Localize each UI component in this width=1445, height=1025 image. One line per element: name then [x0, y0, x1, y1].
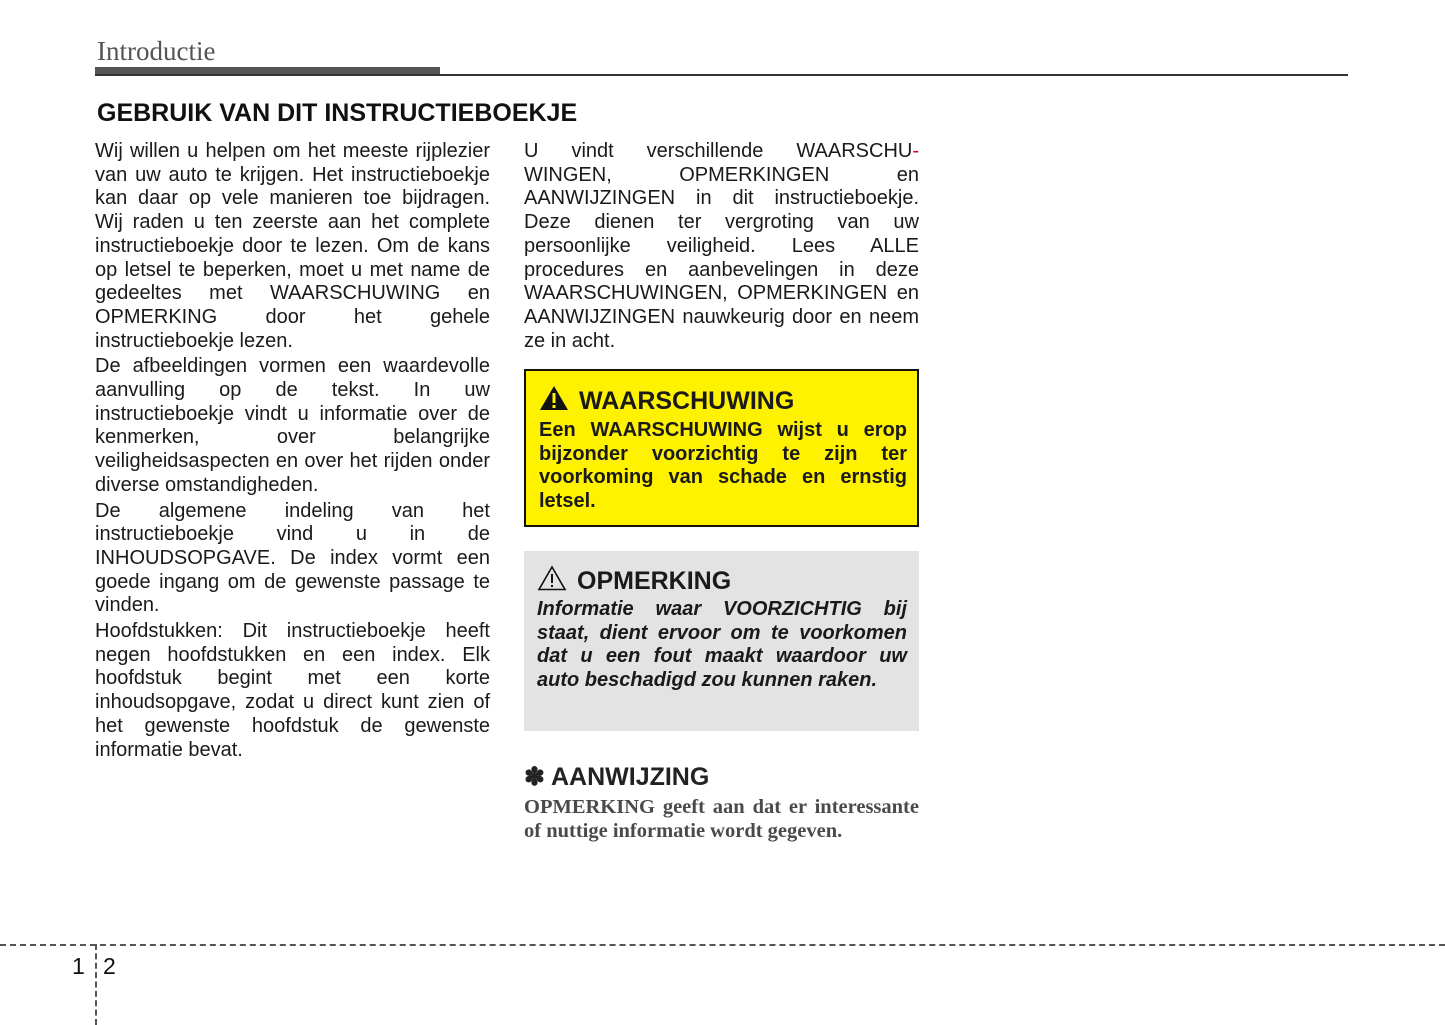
paragraph: Wij willen u helpen om het meeste rijplezier van uw auto te krijgen. Het instructieboekje kan daar op vele manieren toe bijdragen. Wij raden u ten zeerste aan het complete instructieboekje door te lezen. Om de kans op letsel te beperken, moet u met name de gedeeltes met WAARSCHUWING en OPMERKING door het gehele instructieboekje lezen. [95, 140, 490, 352]
hint-body: OPMERKING geeft aan dat er interessante of nuttige informatie wordt gegeven. [524, 796, 919, 842]
intro-text-part2: WINGEN, OPMERKINGEN en AANWIJZINGEN in dit instructieboekje. Deze dienen ter vergroting van uw persoonlijke veiligheid. Lees ALLE procedures en aanbevelingen in deze WAARSCHUWINGEN, OPMERKINGEN en AANWIJZINGEN nauwkeurig door en neem ze in acht. [524, 163, 919, 352]
note-title: OPMERKING [577, 567, 732, 595]
hint-title-row [524, 762, 709, 792]
intro-text-part1: U vindt verschillende WAARSCHU [524, 140, 913, 162]
warning-body: Een WAARSCHUWING wijst u erop bijzonder voorzichtig te zijn ter voorkoming van schade en ernstig letsel. [539, 419, 907, 513]
paragraph: De algemene indeling van het instructieboekje vind u in de INHOUDSOPGAVE. De index vormt een goede ingang om de gewenste passage te vinden. [95, 499, 490, 617]
caution-triangle-icon [537, 565, 567, 598]
paragraph: De afbeeldingen vormen een waardevolle aanvulling op de tekst. In uw instructieboekje vindt u informatie over de kenmerken, over belangrijke veiligheidsaspecten en over het rijden onder diverse omstandigheden. [95, 355, 490, 496]
warning-title: WAARSCHUWING [579, 387, 795, 415]
section-title: GEBRUIK VAN DIT INSTRUCTIEBOEKJE [97, 99, 578, 127]
page-number: 2 [103, 953, 116, 979]
note-box [524, 551, 919, 731]
warning-triangle-icon [539, 385, 569, 418]
note-title-row [537, 565, 731, 598]
warning-title-row [539, 385, 794, 418]
footer-dashed-line [0, 944, 1445, 946]
intro-paragraph [524, 140, 919, 353]
left-column [95, 140, 490, 764]
right-column [524, 140, 919, 355]
header-rule-thin [95, 74, 1348, 76]
hint-title: AANWIJZING [550, 763, 710, 791]
paragraph: Hoofdstukken: Dit instructieboekje heeft negen hoofdstukken en een index. Elk hoofdstuk begint met een korte inhoudsopgave, zodat u direct kunt zien of het gewenste hoofdstuk de gewenste informatie bevat. [95, 620, 490, 761]
note-body: Informatie waar VOORZICHTIG bij staat, dient ervoor om te voorkomen dat u een fout maakt waardoor uw auto beschadigd zou kunnen raken. [537, 598, 907, 692]
header-title: Introductie [97, 36, 216, 66]
warning-box [524, 369, 919, 527]
chapter-number: 1 [72, 953, 85, 979]
asterisk-icon: ✽ [524, 763, 545, 791]
intro-hyphen: - [912, 140, 919, 162]
footer-dashed-divider [95, 944, 97, 1025]
